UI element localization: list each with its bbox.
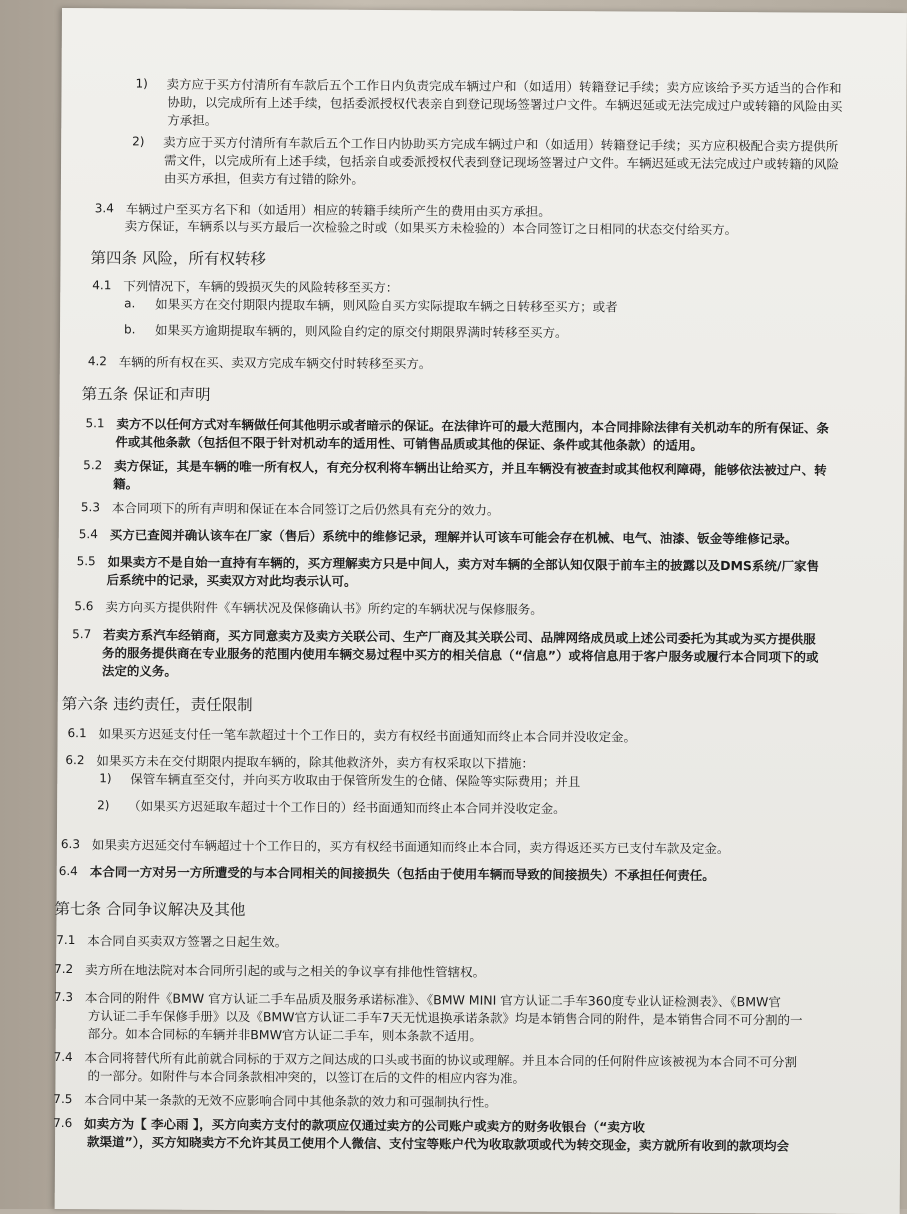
clause-text: 部分。如本合同标的车辆并非BMW官方认证二手车，则本条款不适用。 xyxy=(87,1026,483,1044)
clause-text: 本合同自买卖双方签署之日起生效。 xyxy=(87,933,288,950)
clause-text: 车辆过户至买方名下和（如适用）相应的转籍手续所产生的费用由买方承担。 xyxy=(125,201,551,219)
clause-number: 2) xyxy=(132,134,145,149)
clause-number: 7.1 xyxy=(56,932,76,948)
clause-number: 5.4 xyxy=(78,527,98,542)
clause-text: 本合同项下的所有声明和保证在本合同签订之后仍然具有充分的效力。 xyxy=(111,500,500,518)
clause-number: 3.4 xyxy=(94,201,114,216)
clause-text: 卖方保证，车辆系以与买方最后一次检验之时或（如果买方未检验的）本合同签订之日相同的状态交付给买方。 xyxy=(124,218,738,238)
clause-text: 务的服务提供商在专业服务的范围内使用车辆交易过程中买方的相关信息（“信息”）或将信息用于客户服务或履行本合同项下的或 xyxy=(102,645,819,665)
clause-text: 如果买方在交付期限内提取车辆，则风险自买方实际提取车辆之日转移至买方；或者 xyxy=(155,296,618,315)
clause-text: 保管车辆直至交付，并向买方收取由于保管所发生的仓储、保险等实际费用；并且 xyxy=(130,771,581,790)
clause-text: 由买方承担，但卖方有过错的除外。 xyxy=(163,170,365,187)
clause-text: 买方已查阅并确认该车在厂家（售后）系统中的维修记录，理解并认可该车可能会存在机械、电气、油漆、钣金等维修记录。 xyxy=(109,527,798,547)
clause-text: 若卖方系汽车经销商，买方同意卖方及卖方关联公司、生产厂商及其关联公司、品牌网络成员或上述公司委托为其或为买方提供服 xyxy=(103,627,816,647)
clause-text: 卖方向买方提供附件《车辆状况及保修确认书》所约定的车辆状况与保修服务。 xyxy=(105,599,543,617)
clause-number: 7.6 xyxy=(53,1115,73,1131)
clause-number: 5.2 xyxy=(83,458,103,473)
clause-number: 5.5 xyxy=(76,554,96,569)
clause-number: 4.2 xyxy=(87,354,107,369)
clause-text: 卖方所在地法院对本合同所引起的或与之相关的争议享有排他性管辖权。 xyxy=(85,962,486,980)
clause-text: 如果卖方不是自始一直持有车辆的，买方理解卖方只是中间人，卖方对车辆的全部认知仅限于前车主的披露以及DMS系统/厂家售 xyxy=(107,554,820,574)
clause-number: 6.1 xyxy=(67,726,87,741)
clause-text: 协助，以完成所有上述手续，包括委派授权代表亲自到登记现场签署过户文件。车辆迟延或无法完成过户或转籍的风险由买 xyxy=(167,94,843,114)
clause-number: 5.7 xyxy=(72,627,92,642)
section-heading: 第七条 合同争议解决及其他 xyxy=(54,899,246,920)
clause-text: 方承担。 xyxy=(167,112,218,128)
clause-text: 籍。 xyxy=(113,476,139,492)
clause-text: 本合同将替代所有此前就合同标的于双方之间达成的口头或书面的协议或理解。并且本合同的任何附件应该被视为本合同不可分割 xyxy=(84,1050,798,1070)
clause-text: 卖方不以任何方式对车辆做任何其他明示或者暗示的保证。在法律许可的最大范围内，本合同排除法律有关机动车的所有保证、条 xyxy=(116,416,830,436)
clause-text: 需文件，以完成所有上述手续，包括亲自或委派授权代表到登记现场签署过户文件。车辆迟延或无法完成过户或转籍的风险 xyxy=(164,152,840,172)
clause-text: 款渠道”），买方知晓卖方不允许其员工使用个人微信、支付宝等账户代为收取款项或代为转交现金，卖方就所有收到的款项均会 xyxy=(87,1134,790,1154)
clause-number: 6.4 xyxy=(58,863,78,879)
clause-number: 4.1 xyxy=(92,278,112,293)
clause-text: 件或其他条款（包括但不限于针对机动车的适用性、可销售品质或其他的保证、条件或其他条款）的适用。 xyxy=(115,434,703,453)
clause-text: 后系统中的记录，买卖双方对此均表示认可。 xyxy=(106,572,357,589)
clause-number: 2) xyxy=(97,798,110,813)
clause-number: 7.2 xyxy=(54,961,74,977)
clause-text: 卖方应于买方付清所有车款后五个工作日内负责完成车辆过户和（如适用）转籍登记手续；卖方应该给予买方适当的合作和 xyxy=(166,76,842,96)
clause-text: 方认证二手车保修手册》以及《BMW官方认证二手车7天无忧退换承诺条款》均是本销售合同的附件，是本销售合同不可分割的一 xyxy=(87,1008,803,1028)
clause-number: 7.5 xyxy=(53,1091,73,1107)
clause-text: 如果买方迟延支付任一笔车款超过十个工作日的，卖方有权经书面通知而终止本合同并没收定金。 xyxy=(98,726,637,745)
clause-text: 的一部分。如附件与本合同条款相冲突的，以签订在后的文件的相应内容为准。 xyxy=(87,1068,526,1086)
clause-number: b. xyxy=(123,322,136,337)
clause-number: 1) xyxy=(135,76,148,91)
clause-text: 法定的义务。 xyxy=(101,663,178,679)
section-heading: 第五条 保证和声明 xyxy=(81,385,211,404)
clause-text: 本合同中某一条款的无效不应影响合同中其他条款的效力和可强制执行性。 xyxy=(84,1092,497,1110)
section-heading: 第四条 风险，所有权转移 xyxy=(90,249,266,269)
section-heading: 第六条 违约责任，责任限制 xyxy=(61,695,253,715)
clause-text: 本合同的附件《BMW 官方认证二手车品质及服务承诺标准》、《BMW MINI 官方认证二手车360度专业认证检测表》、《BMW官 xyxy=(84,990,781,1010)
clause-text: （如果买方迟延取车超过十个工作日的）经书面通知而终止本合同并没收定金。 xyxy=(128,798,566,817)
clause-number: 7.4 xyxy=(53,1049,73,1065)
clause-text: 车辆的所有权在买、卖双方完成车辆交付时转移至买方。 xyxy=(118,354,432,372)
clause-text: 如果买方逾期提取车辆的，则风险自约定的原交付期限界满时转移至买方。 xyxy=(154,322,568,341)
clause-text: 如卖方为【 李心雨 】，买方向卖方支付的款项应仅通过卖方的公司账户或卖方的财务收银台（“卖方收 xyxy=(84,1116,645,1135)
contract-page xyxy=(55,8,907,1214)
clause-number: a. xyxy=(124,296,136,311)
clause-text: 卖方应于买方付清所有车款后五个工作日内协助买方完成车辆过户和（如适用）转籍登记手续；买方应积极配合卖方提供所 xyxy=(163,134,839,154)
clause-number: 5.6 xyxy=(74,599,94,614)
clause-text: 如果卖方迟延交付车辆超过十个工作日的，买方有权经书面通知而终止本合同，卖方得返还买方已支付车款及定金。 xyxy=(91,837,730,857)
clause-number: 6.3 xyxy=(60,837,81,852)
clause-number: 7.3 xyxy=(53,989,74,1005)
clause-number: 5.3 xyxy=(80,500,101,515)
clause-text: 下列情况下，车辆的毁损灭失的风险转移至买方： xyxy=(123,278,399,296)
clause-text: 卖方保证，其是车辆的唯一所有权人，有充分权利将车辆出让给买方，并且车辆没有被查封或其他权利障碍，能够依法被过户、转 xyxy=(114,458,827,478)
clause-number: 6.2 xyxy=(65,753,85,768)
clause-text: 本合同一方对另一方所遭受的与本合同相关的间接损失（包括由于使用车辆而导致的间接损失）不承担任何责任。 xyxy=(89,864,715,884)
clause-number: 1) xyxy=(99,771,112,786)
clause-number: 5.1 xyxy=(85,416,105,431)
clause-text: 如果买方未在交付期限内提取车辆的，除其他救济外，卖方有权采取以下措施： xyxy=(96,753,534,771)
